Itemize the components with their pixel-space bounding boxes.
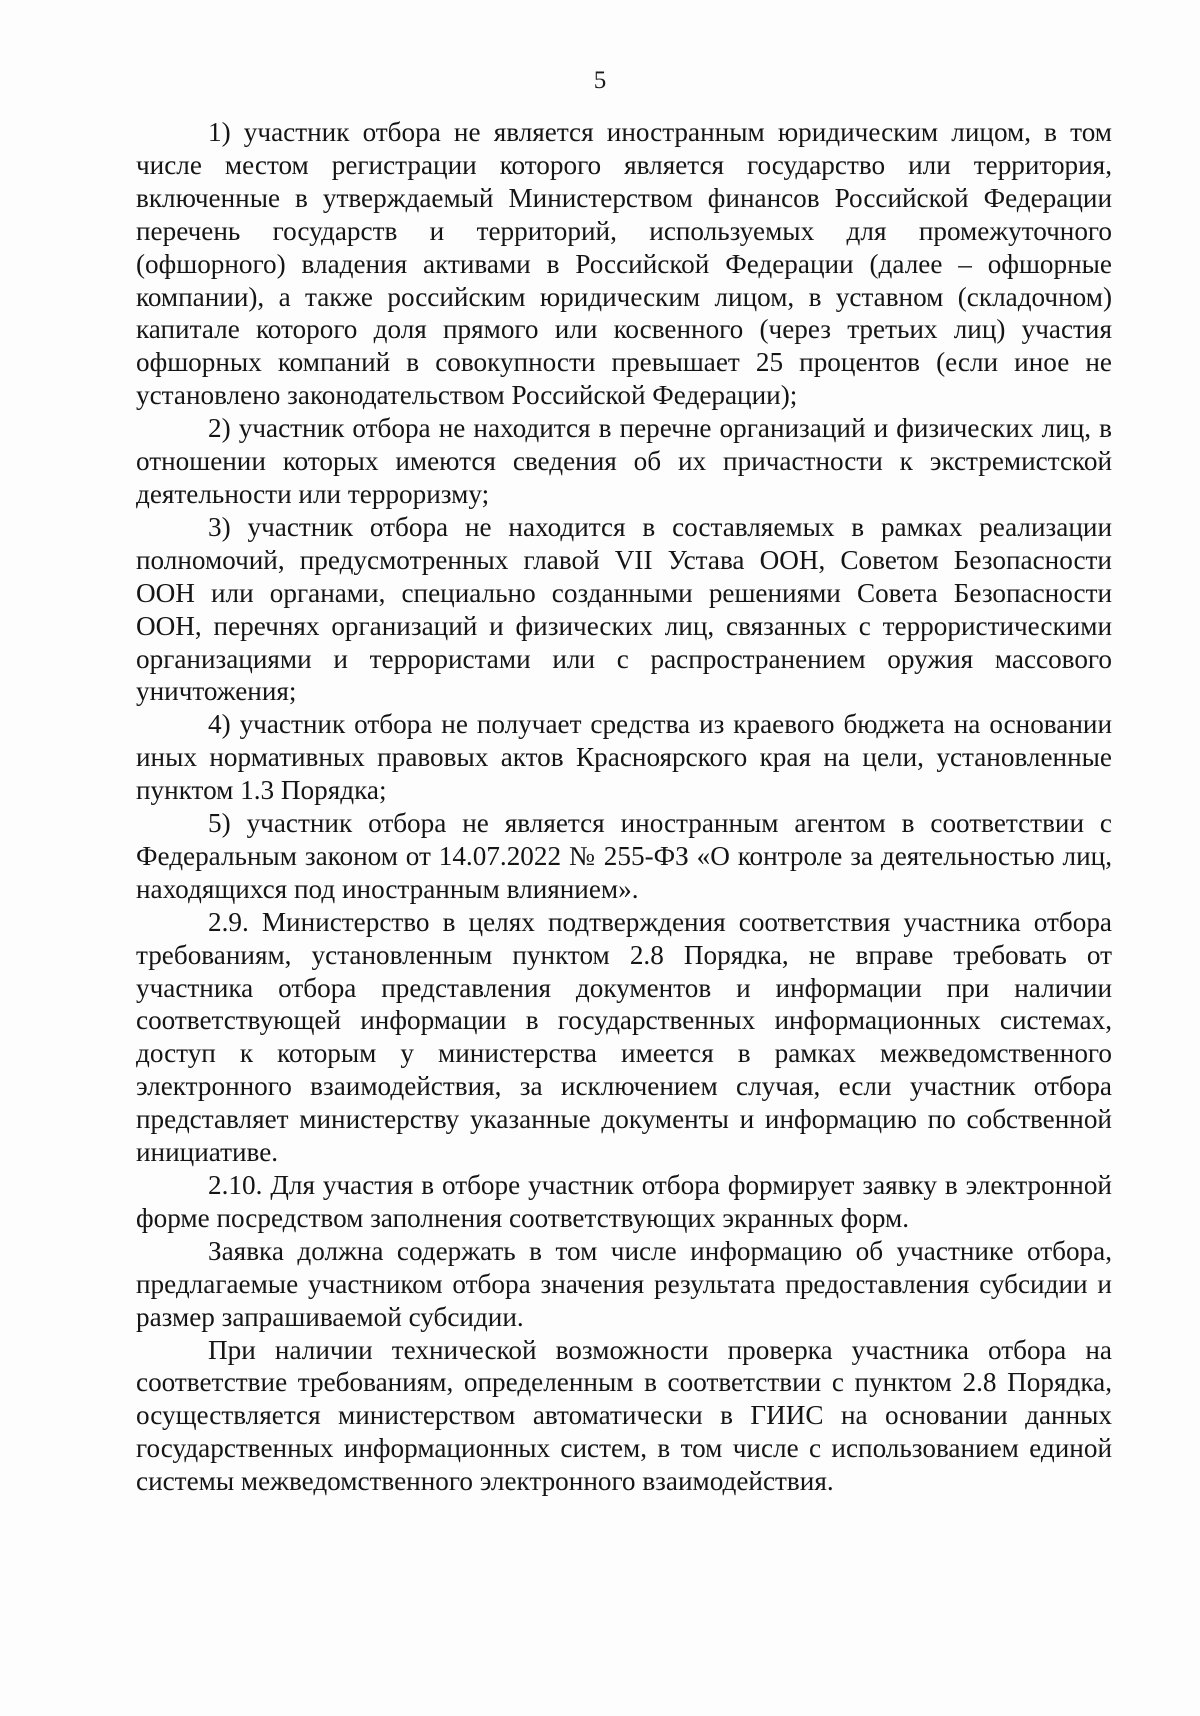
paragraph-item-2: 2) участник отбора не находится в перечне организаций и физических лиц, в отношении которых имеются сведения об их причастности к экстремистской деятельности или терроризму; bbox=[136, 413, 1112, 509]
paragraph-item-5: 5) участник отбора не является иностранным агентом в соответствии с Федеральным законом от 14.07.2022 № 255-ФЗ «О контроле за деятельностью лиц, находящихся под иностранным влиянием». bbox=[136, 808, 1112, 904]
paragraph-application-content: Заявка должна содержать в том числе информацию об участнике отбора, предлагаемые участником отбора значения результата предоставления субсидии и размер запрашиваемой субсидии. bbox=[136, 1235, 1112, 1332]
paragraph-2-9: 2.9. Министерство в целях подтверждения соответствия участника отбора требованиям, установленным пунктом 2.8 Порядка, не вправе требовать от участника отбора представления документов и информации при наличии соответствующей информации в государственных информационных системах, доступ к которым у министерства имеется в рамках межведомственного электронного взаимодействия, за исключением случая, если участник отбора представляет министерству указанные документы и информацию по собственной инициативе. bbox=[136, 906, 1112, 1168]
paragraph-item-1: 1) участник отбора не является иностранным юридическим лицом, в том числе местом регистрации которого является государство или территория, включенные в утверждаемый Министерством финансов Российской Федерации перечень государств и территорий, используемых для промежуточного (офшорного) владения активами в Российской Федерации (далее – офшорные компании), а также российским юридическим лицом, в уставном (складочном) капитале которого доля прямого или косвенного (через третьих лиц) участия офшорных компаний в совокупности превышает 25 процентов (если иное не установлено законодательством Российской Федерации); bbox=[136, 117, 1112, 411]
paragraph-item-4: 4) участник отбора не получает средства из краевого бюджета на основании иных нормативных правовых актов Красноярского края на цели, установленные пунктом 1.3 Порядка; bbox=[136, 709, 1112, 806]
paragraph-2-10: 2.10. Для участия в отборе участник отбора формирует заявку в электронной форме посредством заполнения соответствующих экранных форм. bbox=[136, 1170, 1112, 1233]
paragraph-item-3: 3) участник отбора не находится в составляемых в рамках реализации полномочий, предусмотренных главой VII Устава ООН, Советом Безопасности ООН или органами, специально созданными решениями Совета Безопасности ООН, перечнях организаций и физических лиц, связанных с террористическими организациями и террористами или с распространением оружия массового уничтожения; bbox=[136, 511, 1112, 707]
page-number: 5 bbox=[593, 67, 607, 94]
document-body bbox=[136, 116, 1112, 1498]
paragraph-automatic-check: При наличии технической возможности проверка участника отбора на соответствие требованиям, определенным в соответствии с пунктом 2.8 Порядка, осуществляется министерством автоматически в ГИИС на основании данных государственных информационных систем, в том числе с использованием единой системы межведомственного электронного взаимодействия. bbox=[136, 1334, 1112, 1497]
